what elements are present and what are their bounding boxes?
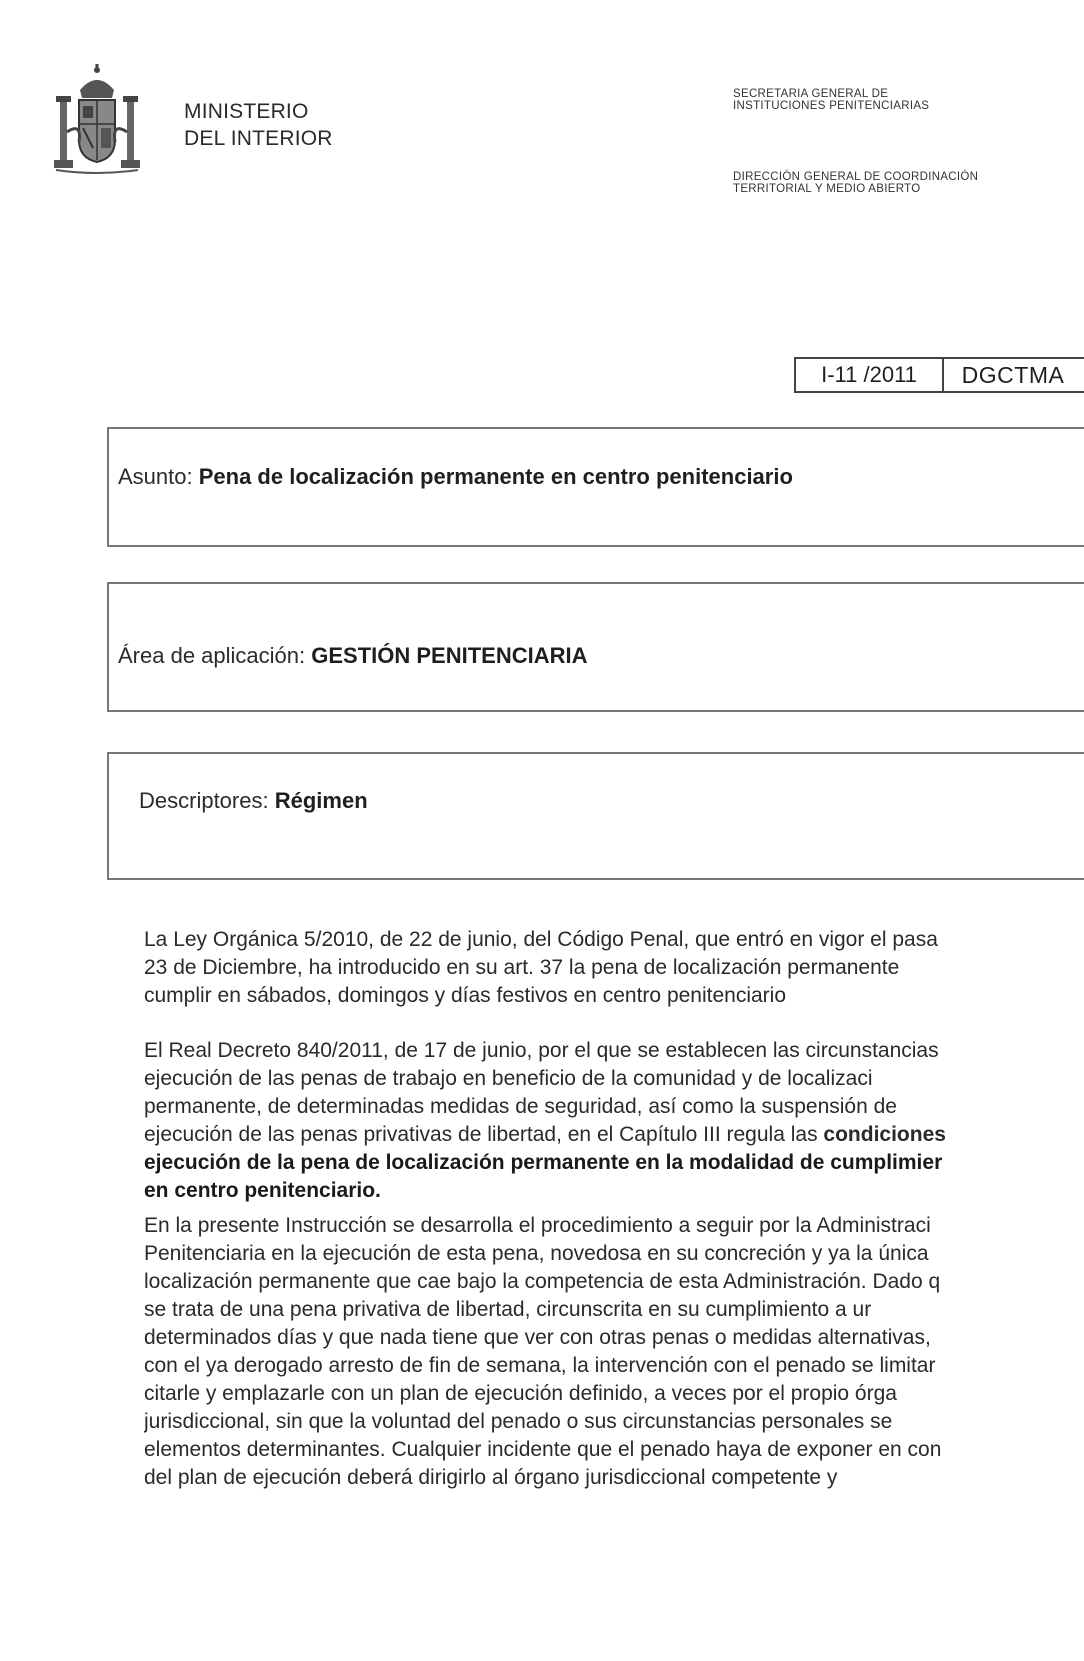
ministry-line-1: MINISTERIO (184, 100, 309, 123)
area-label: Área de aplicación: (118, 643, 306, 668)
descriptores-value: Régimen (274, 788, 368, 813)
descriptores-field (139, 788, 368, 814)
reference-number: I-11 /2011 (794, 359, 944, 391)
secretaria-heading (733, 88, 929, 112)
asunto-value: Pena de localización permanente en centro penitenciario (198, 464, 793, 489)
paragraph-line: en centro penitenciario. (144, 1179, 381, 1202)
paragraph-1 (144, 926, 1084, 1010)
paragraph-line: permanente, de determinadas medidas de seguridad, así como la suspensión de (144, 1095, 897, 1118)
paragraph-line: del plan de ejecución deberá dirigirlo al órgano jurisdiccional competente y (144, 1466, 838, 1489)
paragraph-line: jurisdiccional, sin que la voluntad del penado o sus circunstancias personales se (144, 1410, 893, 1433)
paragraph-line: Penitenciaria en la ejecución de esta pena, novedosa en su concreción y ya la única (144, 1242, 929, 1265)
paragraph-line: La Ley Orgánica 5/2010, de 22 de junio, del Código Penal, que entró en vigor el pasa (144, 928, 938, 951)
secretaria-line-1: SECRETARIA GENERAL DE (733, 88, 889, 100)
area-box (107, 582, 1084, 712)
paragraph-3 (144, 1212, 1084, 1492)
reference-unit: DGCTMA (961, 362, 1065, 388)
area-value: GESTIÓN PENITENCIARIA (311, 643, 588, 668)
paragraph-line: cumplir en sábados, domingos y días festivos en centro penitenciario (144, 984, 787, 1007)
paragraph-line: con el ya derogado arresto de fin de semana, la intervención con el penado se limitar (144, 1354, 936, 1377)
direccion-line-1: DIRECCIÓN GENERAL DE COORDINACIÓN (733, 171, 979, 183)
paragraph-line: determinados días y que nada tiene que ver con otras penas o medidas alternativas, (144, 1326, 931, 1349)
paragraph-line: ejecución de las penas de trabajo en beneficio de la comunidad y de localizaci (144, 1067, 873, 1090)
paragraph-line-text: ejecución de las penas privativas de libertad, en el Capítulo III regula las (144, 1123, 824, 1146)
coat-of-arms-icon (52, 62, 142, 177)
direccion-line-2: TERRITORIAL Y MEDIO ABIERTO (733, 183, 921, 195)
paragraph-bold-text: condiciones (823, 1123, 946, 1146)
area-field (118, 643, 588, 669)
paragraph-2 (144, 1037, 1084, 1205)
ministry-name (184, 98, 333, 152)
ministry-line-2: DEL INTERIOR (184, 127, 333, 150)
paragraph-line: El Real Decreto 840/2011, de 17 de junio, por el que se establecen las circunstancias (144, 1039, 939, 1062)
paragraph-line (144, 1121, 1084, 1149)
paragraph-line: elementos determinantes. Cualquier incidente que el penado haya de exponer en con (144, 1438, 942, 1461)
paragraph-line: 23 de Diciembre, ha introducido en su art. 37 la pena de localización permanente (144, 956, 900, 979)
descriptores-box (107, 752, 1084, 880)
paragraph-line: ejecución de la pena de localización permanente en la modalidad de cumplimier (144, 1151, 943, 1174)
secretaria-line-2: INSTITUCIONES PENITENCIARIAS (733, 100, 930, 112)
paragraph-line: se trata de una pena privativa de libertad, circunscrita en su cumplimiento a ur (144, 1298, 872, 1321)
reference-box (794, 357, 1084, 393)
asunto-box (107, 427, 1084, 547)
paragraph-line: localización permanente que cae bajo la competencia de esta Administración. Dado q (144, 1270, 941, 1293)
direccion-heading (733, 171, 978, 195)
asunto-field (118, 464, 793, 490)
paragraph-line: citarle y emplazarle con un plan de ejecución definido, a veces por el propio órga (144, 1382, 897, 1405)
descriptores-label: Descriptores: (139, 788, 269, 813)
paragraph-line: En la presente Instrucción se desarrolla el procedimiento a seguir por la Administraci (144, 1214, 931, 1237)
asunto-label: Asunto: (118, 464, 193, 489)
